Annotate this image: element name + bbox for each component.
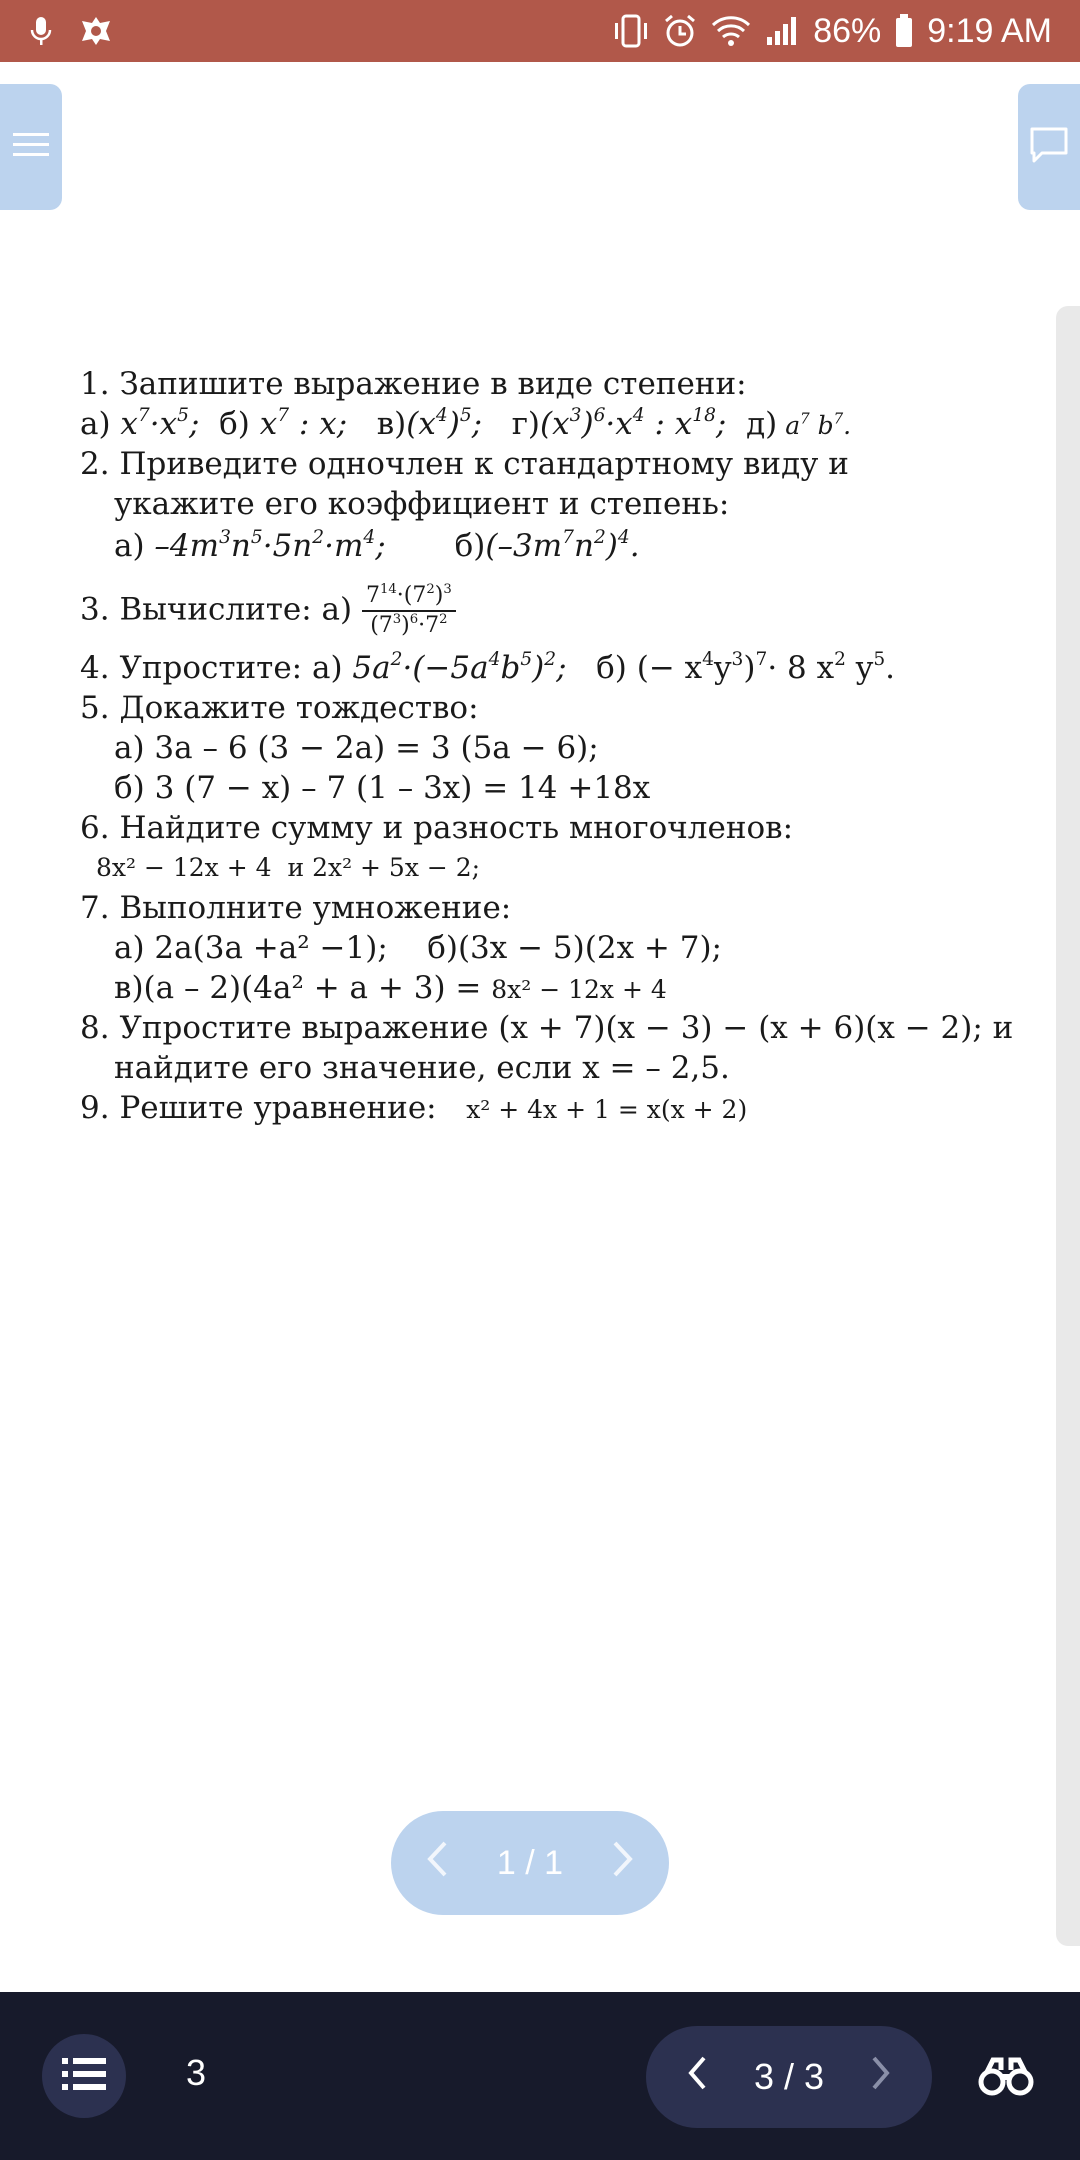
task-2-title: 2. Приведите одночлен к стандартному виду и [80, 446, 849, 482]
task-9: 9. Решите уравнение: x² + 4x + 1 = x(x + 2) [80, 1090, 748, 1126]
task-6-title: 6. Найдите сумму и разность многочленов: [80, 810, 794, 846]
wifi-icon [711, 15, 751, 47]
battery-icon [895, 14, 913, 48]
menu-button[interactable] [0, 84, 62, 210]
bottom-bar [0, 1992, 1080, 2160]
pager-prev-icon[interactable] [425, 1840, 449, 1887]
task-4: 4. Упростите: а) $5a^2\cdot(-5a^4b^5)^2$; б) (− $x^4y^3)^7\cdot 8$ $x^2$ $y^5$. [80, 648, 896, 686]
task-5-b: б) 3 (7 − х) – 7 (1 – 3х) = 14 +18х [114, 770, 651, 806]
task-7-v: в)(а – 2)(4а² + а + 3) = 8x² − 12x + 4 [114, 970, 667, 1006]
comments-button[interactable] [1018, 84, 1080, 210]
prev-page-icon[interactable] [686, 2055, 708, 2100]
pager-next-icon[interactable] [611, 1840, 635, 1887]
binoculars-icon[interactable] [978, 2048, 1034, 2109]
task-7-title: 7. Выполните умножение: [80, 890, 512, 926]
next-page-icon[interactable] [870, 2055, 892, 2100]
vibrate-icon [613, 14, 649, 48]
task-1-title: 1. Запишите выражение в виде степени: [80, 366, 747, 402]
alarm-icon [663, 14, 697, 48]
app-icon [78, 13, 114, 49]
chat-icon [1029, 126, 1069, 168]
hamburger-icon [13, 131, 49, 163]
scrollbar[interactable] [1056, 306, 1080, 1946]
list-button[interactable] [42, 2034, 126, 2118]
task-7-ab: а) 2а(3а +а² −1); б)(3x − 5)(2x + 7); [114, 930, 722, 966]
task-5-a: а) 3а – 6 (3 − 2а) = 3 (5а − 6); [114, 730, 599, 766]
task-8-line2: найдите его значение, если х = – 2,5. [114, 1050, 730, 1086]
page-count: 3 [186, 2052, 207, 2093]
task-3: 3. Вычислите: а) $\frac{7^{14}\cdot(7^2)^3}{(7^3)^6\cdot 7^2}$ [80, 582, 456, 640]
task-2-title-cont: укажите его коэффициент и степень: [114, 486, 730, 522]
signal-icon [765, 15, 799, 47]
pager-label: 1 / 1 [496, 1843, 564, 1882]
task-6-polynomials: 8x² − 12x + 4 и 2x² + 5x − 2; [96, 853, 481, 882]
list-icon [62, 2057, 106, 2096]
mic-icon [30, 15, 52, 47]
task-2-items: а) $-4m^3n^5\cdot 5n^2\cdot m^4$; $б)(-3m^7n^2)^4$. [114, 526, 640, 564]
page-nav-label: 3 / 3 [753, 2056, 825, 2097]
task-5-title: 5. Докажите тождество: [80, 690, 479, 726]
clock: 9:19 AM [927, 11, 1052, 50]
status-bar [0, 0, 1080, 62]
battery-percent: 86% [813, 11, 882, 50]
task-3-fraction: $\frac{7^{14}\cdot(7^2)^3}{(7^3)^6\cdot 7^2}$ [362, 582, 456, 640]
image-pager [391, 1811, 669, 1915]
task-1-items: а) $x^7\cdot x^5$; б) $x^7$ : x; $в)(x^4)^5$; $г)(x^3)^6\cdot x^4$ : $x^{18}$; д) $a^7$ $b^7$. [80, 404, 852, 442]
task-8-line1: 8. Упростите выражение (x + 7)(x − 3) − (x + 6)(x − 2); и [80, 1010, 1014, 1046]
page-navigation [646, 2026, 932, 2128]
